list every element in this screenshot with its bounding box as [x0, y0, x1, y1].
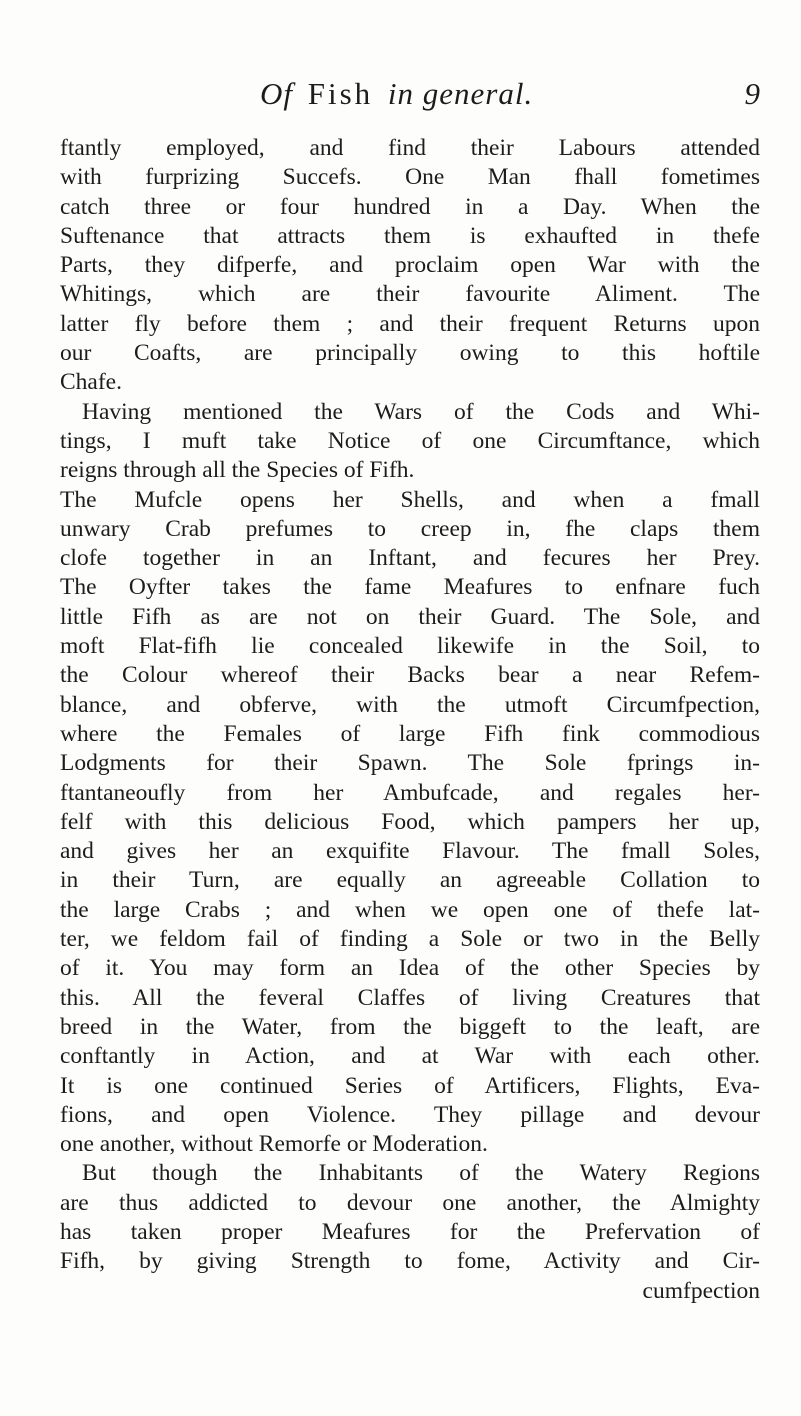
text-line: catch three or four hundred in a Day. When the [60, 193, 760, 220]
text-line: The Mufcle opens her Shells, and when a fmall [60, 486, 760, 513]
title-prefix: Of [260, 76, 293, 111]
text-line: has taken proper Meafures for the Prefervation of [60, 1218, 760, 1245]
text-line: in their Turn, are equally an agreeable Collation to [60, 867, 760, 894]
text-line: Lodgments for their Spawn. The Sole fprings in- [60, 750, 760, 777]
text-line: ftantly employed, and find their Labours attended [60, 135, 760, 161]
text-line: unwary Crab prefumes to creep in, fhe claps them [60, 515, 760, 542]
text-line: ter, we feldom fail of finding a Sole or two in the Belly [60, 926, 760, 953]
running-head [60, 76, 760, 116]
text-line: blance, and obferve, with the utmoft Circumfpection, [60, 691, 760, 718]
body-text [60, 134, 760, 1306]
text-line: Chafe. [60, 369, 122, 396]
title-main: Fish [307, 76, 374, 111]
text-line: our Coafts, are principally owing to this hoftile [60, 340, 760, 367]
text-line: with furprizing Succefs. One Man fhall fometimes [60, 164, 760, 191]
page-number: 9 [744, 76, 760, 111]
text-line: moft Flat-fifh lie concealed likewife in the Soil, to [60, 633, 760, 660]
text-line: ftantaneoufly from her Ambufcade, and regales her- [60, 779, 760, 806]
text-line: breed in the Water, from the biggeft to the leaft, are [60, 1013, 760, 1040]
text-line: the large Crabs ; and when we open one of thefe lat- [60, 896, 760, 923]
text-line: where the Females of large Fifh fink commodious [60, 720, 760, 747]
text-line: Suftenance that attracts them is exhaufted in thefe [60, 222, 760, 249]
text-line: reigns through all the Species of Fifh. [60, 457, 415, 484]
text-line: the Colour whereof their Backs bear a near Refem- [60, 662, 760, 689]
text-line: fions, and open Violence. They pillage and devour [60, 1101, 760, 1128]
text-line: felf with this delicious Food, which pampers her up, [60, 808, 760, 835]
title-suffix: in general. [387, 76, 534, 111]
text-line: Parts, they difperfe, and proclaim open War with the [60, 252, 760, 279]
text-line: are thus addicted to devour one another, the Almighty [60, 1189, 760, 1216]
text-line: tings, I muft take Notice of one Circumftance, which [60, 427, 760, 454]
text-line: clofe together in an Inftant, and fecures her Prey. [60, 545, 760, 572]
text-line: But though the Inhabitants of the Watery Regions [82, 1160, 760, 1187]
text-line: conftantly in Action, and at War with each other. [60, 1043, 760, 1070]
text-line: little Fifh as are not on their Guard. The Sole, and [60, 603, 760, 630]
text-line: and gives her an exquifite Flavour. The fmall Soles, [60, 838, 760, 865]
text-line: Having mentioned the Wars of the Cods and Whi- [82, 398, 760, 425]
text-line: this. All the feveral Claffes of living Creatures that [60, 984, 760, 1011]
text-line: It is one continued Series of Artificers, Flights, Eva- [60, 1072, 760, 1099]
text-line: one another, without Remorfe or Moderation. [60, 1131, 488, 1158]
text-line: The Oyfter takes the fame Meafures to enfnare fuch [60, 574, 760, 601]
text-line: cumfpection [642, 1277, 760, 1304]
text-line: Whitings, which are their favourite Aliment. The [60, 281, 760, 308]
text-line: Fifh, by giving Strength to fome, Activity and Cir- [60, 1248, 760, 1275]
text-line: of it. You may form an Idea of the other Species by [60, 955, 760, 982]
text-line: latter fly before them ; and their frequent Returns upon [60, 310, 760, 337]
running-title [260, 76, 533, 112]
